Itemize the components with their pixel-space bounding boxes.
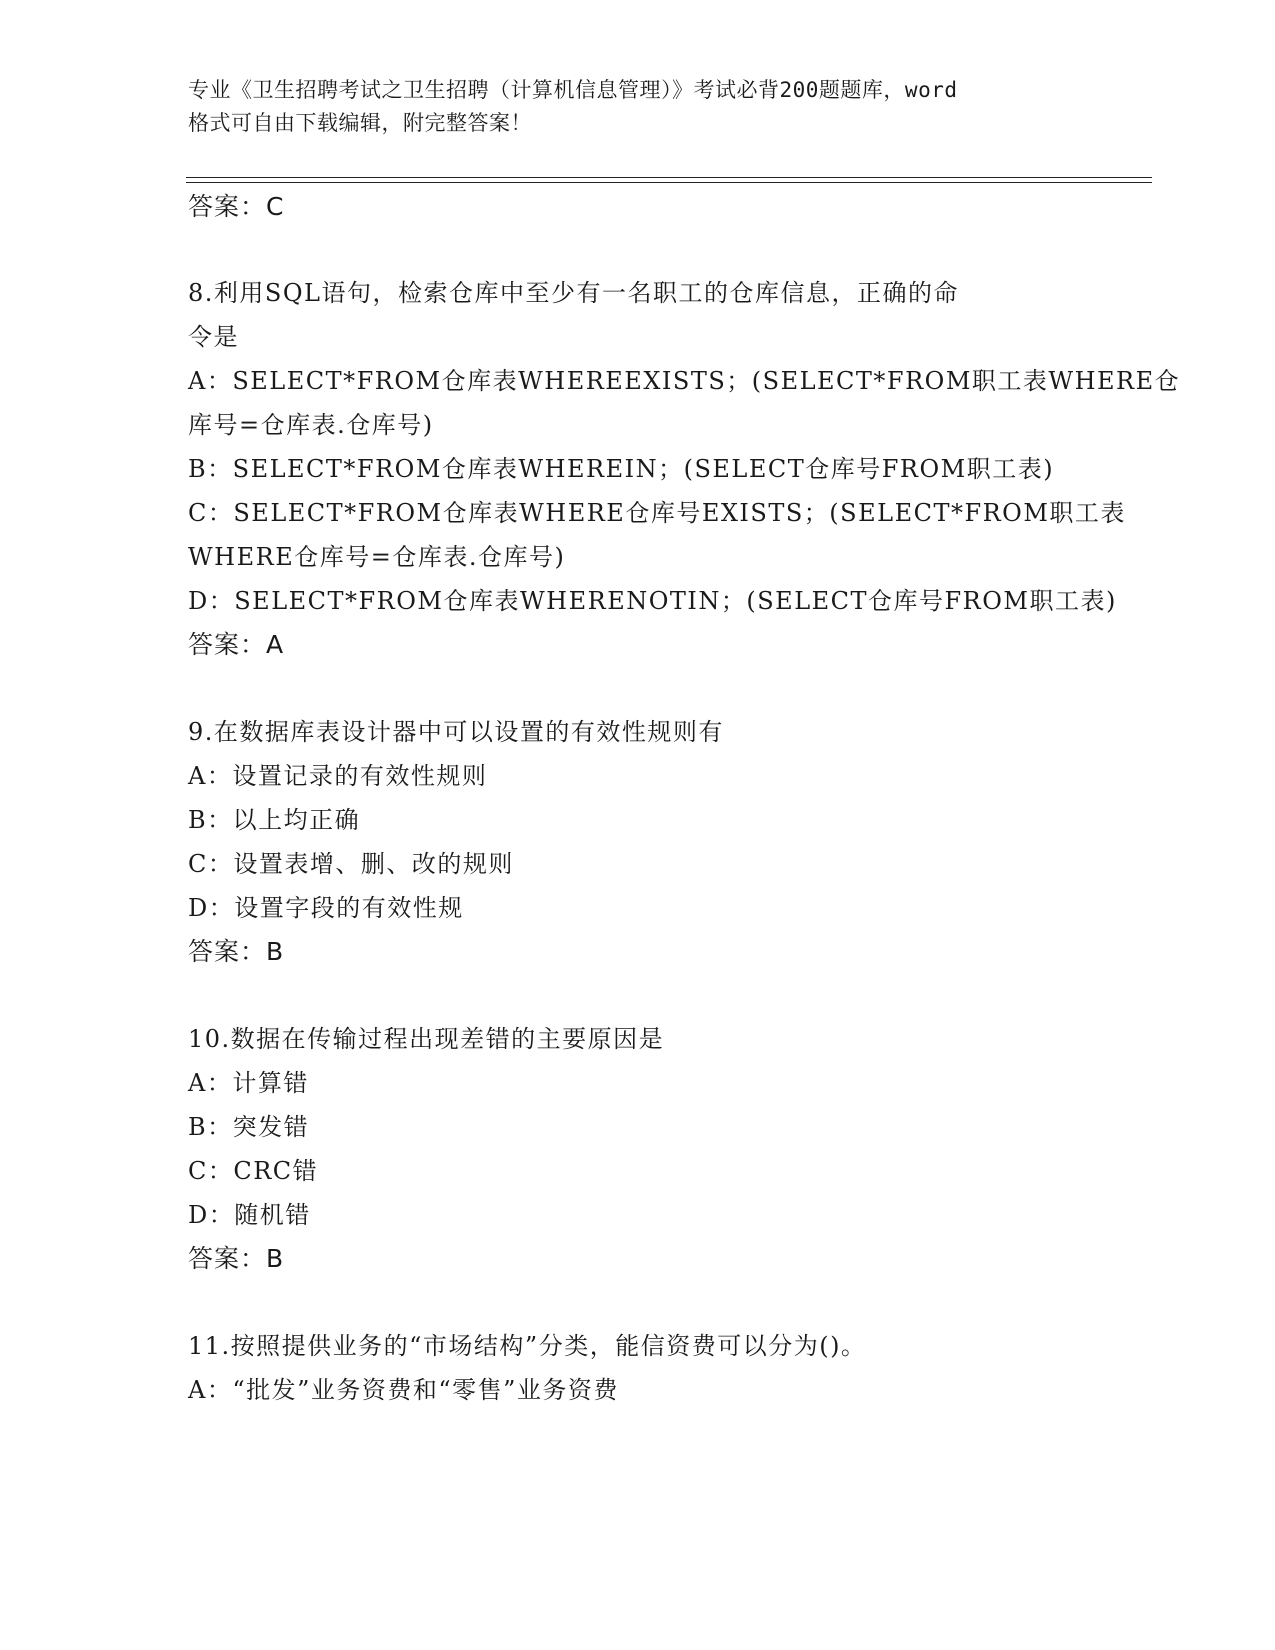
question-10-answer: 答案：B (188, 1244, 285, 1273)
header-divider-bottom (186, 182, 1152, 183)
question-11-option-a: A：“批发”业务资费和“零售”业务资费 (188, 1376, 619, 1404)
question-9-option-b: B：以上均正确 (188, 806, 361, 834)
question-8-option-c-1: C：SELECT*FROM仓库表WHERE仓库号EXISTS；(SELECT*FROM职工表 (188, 499, 1126, 527)
question-10-stem: 10.数据在传输过程出现差错的主要原因是 (188, 1025, 665, 1053)
header-line-1: 专业《卫生招聘考试之卫生招聘（计算机信息管理）》考试必背200题题库，word (188, 78, 958, 102)
question-8-option-b: B：SELECT*FROM仓库表WHEREIN；(SELECT仓库号FROM职工表) (188, 455, 1055, 483)
question-8-option-d: D：SELECT*FROM仓库表WHERENOTIN；(SELECT仓库号FROM职工表) (188, 587, 1117, 615)
question-9-option-d: D：设置字段的有效性规 (188, 894, 464, 922)
question-10-option-d: D：随机错 (188, 1201, 311, 1229)
question-11-stem: 11.按照提供业务的“市场结构”分类，能信资费可以分为()。 (188, 1332, 867, 1360)
question-8-stem-1: 8.利用SQL语句，检索仓库中至少有一名职工的仓库信息，正确的命 (188, 279, 959, 307)
question-10-option-c: C：CRC错 (188, 1157, 319, 1185)
question-8-option-a-2: 库号=仓库表.仓库号) (188, 411, 434, 439)
question-10-option-b: B：突发错 (188, 1113, 310, 1141)
question-8-answer: 答案：A (188, 630, 285, 659)
question-9-option-c: C：设置表增、删、改的规则 (188, 850, 514, 878)
question-8-option-a-1: A：SELECT*FROM仓库表WHEREEXISTS；(SELECT*FROM职工表WHERE仓 (188, 367, 1181, 395)
answer-prev: 答案：C (188, 192, 285, 221)
question-9-answer: 答案：B (188, 937, 285, 966)
header-line-2: 格式可自由下载编辑，附完整答案！ (188, 111, 532, 135)
document-header (188, 74, 1088, 140)
header-divider-top (186, 177, 1152, 178)
question-9-option-a: A：设置记录的有效性规则 (188, 762, 488, 790)
question-8-stem-2: 令是 (188, 323, 239, 351)
question-10-option-a: A：计算错 (188, 1069, 309, 1097)
question-8-option-c-2: WHERE仓库号=仓库表.仓库号) (188, 543, 566, 571)
question-9-stem: 9.在数据库表设计器中可以设置的有效性规则有 (188, 718, 724, 746)
